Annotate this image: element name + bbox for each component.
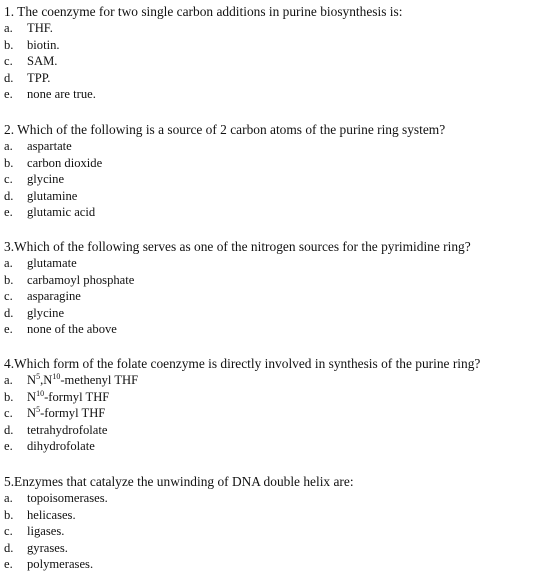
question-2	[4, 121, 532, 221]
option-text: carbamoyl phosphate	[27, 272, 135, 287]
option-text: tetrahydrofolate	[27, 422, 108, 437]
option-text: SAM.	[27, 54, 58, 68]
option-letter: b.	[4, 272, 14, 287]
option-e	[4, 86, 532, 103]
text-part: N	[27, 406, 37, 420]
superscript: 10	[52, 371, 61, 381]
option-letter: d.	[4, 422, 14, 437]
option-letter: d.	[4, 70, 14, 85]
option-letter: c.	[4, 172, 13, 186]
option-letter: e.	[4, 439, 13, 453]
option-b	[4, 37, 532, 54]
text-part: -formyl THF	[40, 406, 106, 420]
option-a	[4, 255, 532, 272]
option-letter: a.	[4, 21, 13, 35]
option-letter: d.	[4, 188, 14, 203]
superscript: 5	[36, 371, 41, 381]
option-d	[4, 422, 532, 439]
option-e	[4, 321, 532, 338]
option-text: ligases.	[27, 524, 65, 538]
option-letter: c.	[4, 406, 13, 420]
question-text: 5.Enzymes that catalyze the unwinding of DNA double helix are:	[4, 474, 354, 489]
option-letter: b.	[4, 155, 14, 170]
option-letter: a.	[4, 256, 13, 270]
option-letter: b.	[4, 37, 14, 52]
option-text: dihydrofolate	[27, 439, 95, 453]
option-text: glycine	[27, 172, 65, 186]
option-e	[4, 556, 532, 573]
question-text: 3.Which of the following serves as one of the nitrogen sources for the pyrimidine ring?	[4, 239, 471, 254]
question-4	[4, 355, 532, 455]
option-letter: c.	[4, 54, 13, 68]
option-d	[4, 188, 532, 205]
option-letter: e.	[4, 87, 13, 101]
option-text: none of the above	[27, 322, 117, 336]
option-e	[4, 438, 532, 455]
text-part: N	[27, 389, 37, 404]
option-text	[27, 372, 532, 389]
option-b	[4, 389, 532, 406]
option-text: gyrases.	[27, 540, 68, 555]
question-3	[4, 238, 532, 338]
option-c	[4, 405, 532, 422]
option-text: none are true.	[27, 87, 96, 101]
option-b	[4, 507, 532, 524]
question-5	[4, 473, 532, 573]
option-a	[4, 138, 532, 155]
option-a	[4, 20, 532, 37]
option-text: polymerases.	[27, 557, 94, 571]
superscript: 10	[36, 388, 45, 398]
option-text: THF.	[27, 21, 53, 35]
option-letter: e.	[4, 557, 13, 571]
superscript: 5	[36, 404, 41, 414]
option-text: carbon dioxide	[27, 155, 103, 170]
option-c	[4, 523, 532, 540]
option-text: glutamate	[27, 256, 77, 270]
option-d	[4, 70, 532, 87]
option-text: helicases.	[27, 507, 76, 522]
option-c	[4, 171, 532, 188]
text-part: -formyl THF	[44, 389, 110, 404]
option-letter: c.	[4, 524, 13, 538]
option-text	[27, 389, 532, 406]
option-text: TPP.	[27, 70, 51, 85]
option-c	[4, 288, 532, 305]
option-d	[4, 305, 532, 322]
option-e	[4, 204, 532, 221]
option-b	[4, 155, 532, 172]
option-c	[4, 53, 532, 70]
option-a	[4, 490, 532, 507]
option-letter: e.	[4, 322, 13, 336]
option-letter: a.	[4, 139, 13, 153]
option-letter: c.	[4, 289, 13, 303]
question-1	[4, 3, 532, 103]
option-a	[4, 372, 532, 389]
option-letter: e.	[4, 205, 13, 219]
option-text: glycine	[27, 305, 65, 320]
option-text: topoisomerases.	[27, 491, 108, 505]
option-letter: a.	[4, 373, 13, 387]
text-part: N	[27, 373, 37, 387]
text-part: -methenyl THF	[60, 373, 139, 387]
option-letter: d.	[4, 540, 14, 555]
question-text: 4.Which form of the folate coenzyme is directly involved in synthesis of the purine ring?	[4, 356, 481, 371]
option-text: biotin.	[27, 37, 60, 52]
option-letter: a.	[4, 491, 13, 505]
option-text: glutamic acid	[27, 205, 96, 219]
option-letter: b.	[4, 507, 14, 522]
option-letter: d.	[4, 305, 14, 320]
option-text: asparagine	[27, 289, 81, 303]
option-text	[27, 405, 532, 422]
option-text: aspartate	[27, 139, 72, 153]
option-text: glutamine	[27, 188, 78, 203]
question-text: 1. The coenzyme for two single carbon additions in purine biosynthesis is:	[4, 4, 403, 19]
text-part: ,N	[40, 373, 53, 387]
option-d	[4, 540, 532, 557]
option-letter: b.	[4, 389, 14, 404]
question-text: 2. Which of the following is a source of 2 carbon atoms of the purine ring system?	[4, 122, 446, 137]
option-b	[4, 272, 532, 289]
